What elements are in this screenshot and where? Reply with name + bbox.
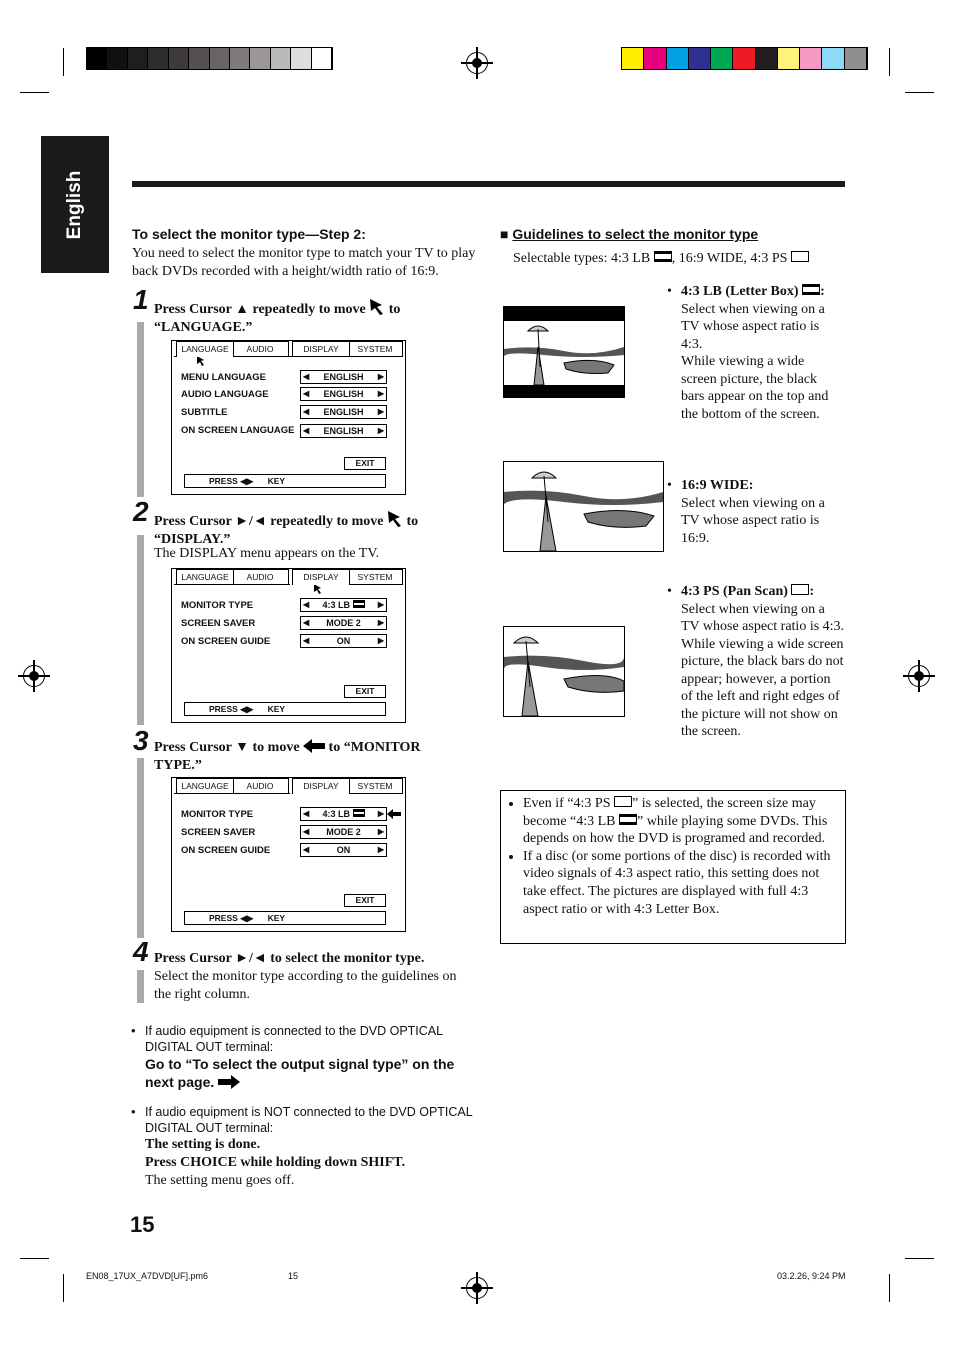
language-tab-label: English bbox=[64, 170, 85, 239]
note-item: • If a disc (or some portions of the disc) is recorded with video signals of 4:3 aspect ratio, this setting does not take effect. The pictures are displayed with full 4:3 aspect ratio or with 4:3 Letter Box. bbox=[523, 848, 837, 918]
letterbox-picture bbox=[503, 306, 625, 398]
type-ps-block: • 4:3 PS (Pan Scan) : Select when viewing on a TV whose aspect ratio is 4:3. While viewing a wide screen picture, the black bars do not appear; however, a portion of the left and right edges of the picture will not show on the screen. bbox=[667, 584, 845, 739]
gray-swatch bbox=[189, 48, 209, 69]
bullet-after-text: The setting menu goes off. bbox=[145, 1173, 295, 1188]
gray-swatch bbox=[210, 48, 230, 69]
menu-row-label: SCREEN SAVER bbox=[181, 827, 256, 838]
note-box bbox=[500, 790, 846, 944]
menu-row-value[interactable]: ◀ MODE 2 ▶ bbox=[300, 616, 387, 630]
tab-display[interactable]: DISPLAY bbox=[292, 341, 350, 356]
step-4-instruction: Press Cursor ►/◄ to select the monitor type. bbox=[154, 951, 425, 966]
menu-row-value[interactable]: ◀ 4:3 LB ▶ bbox=[300, 807, 387, 821]
footer-filename: EN08_17UX_A7DVD[UF].pm6 bbox=[86, 1271, 209, 1281]
left-arrow-icon bbox=[303, 739, 325, 753]
section-heading: To select the monitor type—Step 2: bbox=[132, 226, 366, 242]
bullet-bold-text: The setting is done. bbox=[145, 1137, 261, 1152]
crop-mark bbox=[905, 92, 934, 93]
tab-language[interactable]: LANGUAGE bbox=[176, 778, 234, 793]
page-number: 15 bbox=[130, 1212, 155, 1237]
crop-mark bbox=[20, 1258, 49, 1259]
tab-system[interactable]: SYSTEM bbox=[348, 341, 403, 356]
gray-swatch bbox=[230, 48, 250, 69]
bullet-bold-text: Press CHOICE while holding down SHIFT. bbox=[145, 1155, 406, 1170]
step-2-instruction: Press Cursor ►/◄ repeatedly to move to “DISPLAY.” bbox=[154, 510, 474, 548]
color-swatch bbox=[667, 48, 689, 69]
exit-button[interactable]: EXIT bbox=[344, 457, 386, 470]
pointer-arrow-icon bbox=[387, 510, 403, 528]
monitor-type-menu-screen bbox=[171, 777, 406, 932]
grayscale-bar bbox=[86, 47, 333, 70]
tab-display[interactable]: DISPLAY bbox=[292, 569, 350, 585]
exit-button[interactable]: EXIT bbox=[344, 894, 386, 907]
crop-mark bbox=[889, 48, 890, 76]
type-lb-block: • 4:3 LB (Letter Box) : Select when viewing on a TV whose aspect ratio is 4:3. While viewing a wide screen picture, the black bars appear on the top and the bottom of the screen. bbox=[667, 284, 829, 422]
press-key-hint: PRESS ◀▶ KEY bbox=[184, 474, 386, 488]
color-swatch bbox=[822, 48, 844, 69]
menu-row-value[interactable]: ◀ MODE 2 ▶ bbox=[300, 825, 387, 839]
crop-mark bbox=[63, 1274, 64, 1302]
menu-row-value[interactable]: ◀ 4:3 LB ▶ bbox=[300, 598, 387, 612]
color-swatch bbox=[845, 48, 867, 69]
menu-row-label: AUDIO LANGUAGE bbox=[181, 389, 269, 400]
letterbox-icon bbox=[619, 814, 637, 825]
pan-scan-picture bbox=[503, 626, 625, 717]
tab-system[interactable]: SYSTEM bbox=[348, 778, 403, 793]
letterbox-icon bbox=[353, 600, 365, 608]
registration-mark-icon bbox=[466, 1277, 488, 1299]
exit-button[interactable]: EXIT bbox=[344, 685, 386, 698]
step-bar bbox=[137, 535, 144, 725]
color-swatch bbox=[733, 48, 755, 69]
gray-swatch bbox=[148, 48, 168, 69]
menu-row-value[interactable]: ◀ ON ▶ bbox=[300, 843, 387, 857]
square-bullet-icon: ■ bbox=[500, 226, 509, 242]
footer-page: 15 bbox=[288, 1271, 299, 1281]
menu-row-label: ON SCREEN LANGUAGE bbox=[181, 425, 295, 436]
step-2-subtext: The DISPLAY menu appears on the TV. bbox=[154, 546, 380, 561]
selection-arrow-icon bbox=[387, 809, 401, 819]
menu-row-value[interactable]: ◀ ENGLISH ▶ bbox=[300, 405, 387, 419]
tab-display[interactable]: DISPLAY bbox=[292, 778, 350, 794]
color-swatch bbox=[800, 48, 822, 69]
step-bar bbox=[137, 322, 144, 497]
menu-row-label: MONITOR TYPE bbox=[181, 600, 254, 611]
color-swatch bbox=[778, 48, 800, 69]
type-wide-block: • 16:9 WIDE: Select when viewing on a TV whose aspect ratio is 16:9. bbox=[667, 478, 825, 546]
step-number: 2 bbox=[133, 496, 149, 527]
menu-row-label: MENU LANGUAGE bbox=[181, 372, 266, 383]
language-side-tab bbox=[41, 136, 109, 273]
bullet-dot: • bbox=[131, 1104, 136, 1119]
press-key-hint: PRESS ◀▶ KEY bbox=[184, 702, 386, 716]
crop-mark bbox=[20, 92, 49, 93]
menu-row-value[interactable]: ◀ ON ▶ bbox=[300, 634, 387, 648]
step-1-instruction: Press Cursor ▲ repeatedly to move to “LANGUAGE.” bbox=[154, 298, 474, 336]
tab-audio[interactable]: AUDIO bbox=[232, 778, 289, 793]
press-key-hint: PRESS ◀▶ KEY bbox=[184, 911, 386, 925]
tab-language[interactable]: LANGUAGE bbox=[176, 569, 234, 584]
gray-swatch bbox=[169, 48, 189, 69]
pan-scan-icon bbox=[614, 796, 632, 807]
section-rule bbox=[132, 181, 845, 187]
step-bar bbox=[137, 970, 144, 1003]
next-page-arrow-icon bbox=[218, 1075, 240, 1089]
registration-mark-icon bbox=[908, 665, 930, 687]
menu-row-value[interactable]: ◀ ENGLISH ▶ bbox=[300, 387, 387, 401]
menu-row-label: SUBTITLE bbox=[181, 407, 228, 418]
menu-row-label: ON SCREEN GUIDE bbox=[181, 636, 271, 647]
footer-date: 03.2.26, 9:24 PM bbox=[777, 1271, 846, 1281]
step-4-subtext: Select the monitor type according to the guidelines on the right column. bbox=[154, 969, 457, 1002]
letterbox-icon bbox=[654, 251, 672, 262]
color-bar bbox=[621, 47, 868, 70]
gray-swatch bbox=[107, 48, 127, 69]
tab-language[interactable]: LANGUAGE bbox=[176, 341, 234, 357]
language-menu-screen bbox=[171, 340, 406, 495]
selectable-types: Selectable types: 4:3 LB , 16:9 WIDE, 4:3 PS bbox=[513, 250, 809, 268]
crop-mark bbox=[63, 48, 64, 76]
gray-swatch bbox=[87, 48, 107, 69]
bullet-dot: • bbox=[131, 1023, 136, 1038]
gray-swatch bbox=[250, 48, 270, 69]
bullet-bold-text: Go to “To select the output signal type” on the next page. bbox=[145, 1056, 455, 1090]
tab-audio[interactable]: AUDIO bbox=[232, 569, 289, 584]
wide-picture bbox=[503, 461, 664, 552]
crop-mark bbox=[889, 1274, 890, 1302]
color-swatch bbox=[622, 48, 644, 69]
pan-scan-icon bbox=[791, 251, 809, 262]
letterbox-icon bbox=[353, 809, 365, 817]
tab-system[interactable]: SYSTEM bbox=[348, 569, 403, 584]
note-item: • Even if “4:3 PS ” is selected, the screen size may become “4:3 LB ” while playing some DVDs. This depends on how the DVD is programed and recorded. bbox=[523, 795, 837, 848]
color-swatch bbox=[689, 48, 711, 69]
registration-mark-icon bbox=[23, 665, 45, 687]
step-number: 4 bbox=[133, 936, 149, 967]
gray-swatch bbox=[128, 48, 148, 69]
bullet-text: If audio equipment is NOT connected to the DVD OPTICAL DIGITAL OUT terminal: bbox=[145, 1105, 473, 1135]
step-bar bbox=[137, 758, 144, 938]
letterbox-icon bbox=[802, 284, 820, 295]
step-number: 1 bbox=[133, 284, 149, 315]
tab-audio[interactable]: AUDIO bbox=[232, 341, 289, 356]
menu-row-value[interactable]: ◀ ENGLISH ▶ bbox=[300, 424, 387, 438]
color-swatch bbox=[756, 48, 778, 69]
gray-swatch bbox=[312, 48, 332, 69]
pointer-arrow-icon bbox=[369, 298, 385, 316]
step-3-instruction: Press Cursor ▼ to move to “MONITOR TYPE.” bbox=[154, 740, 421, 773]
menu-row-label: ON SCREEN GUIDE bbox=[181, 845, 271, 856]
pan-scan-icon bbox=[791, 584, 809, 595]
menu-row-value[interactable]: ◀ ENGLISH ▶ bbox=[300, 370, 387, 384]
intro-text: You need to select the monitor type to match your TV to play back DVDs recorded with a height/width ratio of 16:9. bbox=[132, 246, 476, 279]
step-number: 3 bbox=[133, 725, 149, 756]
registration-mark-icon bbox=[466, 52, 488, 74]
display-menu-screen bbox=[171, 568, 406, 723]
color-swatch bbox=[644, 48, 666, 69]
guidelines-heading: ■ Guidelines to select the monitor type bbox=[500, 226, 759, 242]
menu-row-label: MONITOR TYPE bbox=[181, 809, 254, 820]
gray-swatch bbox=[291, 48, 311, 69]
bullet-text: If audio equipment is connected to the DVD OPTICAL DIGITAL OUT terminal: bbox=[145, 1024, 443, 1054]
color-swatch bbox=[711, 48, 733, 69]
menu-row-label: SCREEN SAVER bbox=[181, 618, 256, 629]
gray-swatch bbox=[271, 48, 291, 69]
crop-mark bbox=[905, 1258, 934, 1259]
